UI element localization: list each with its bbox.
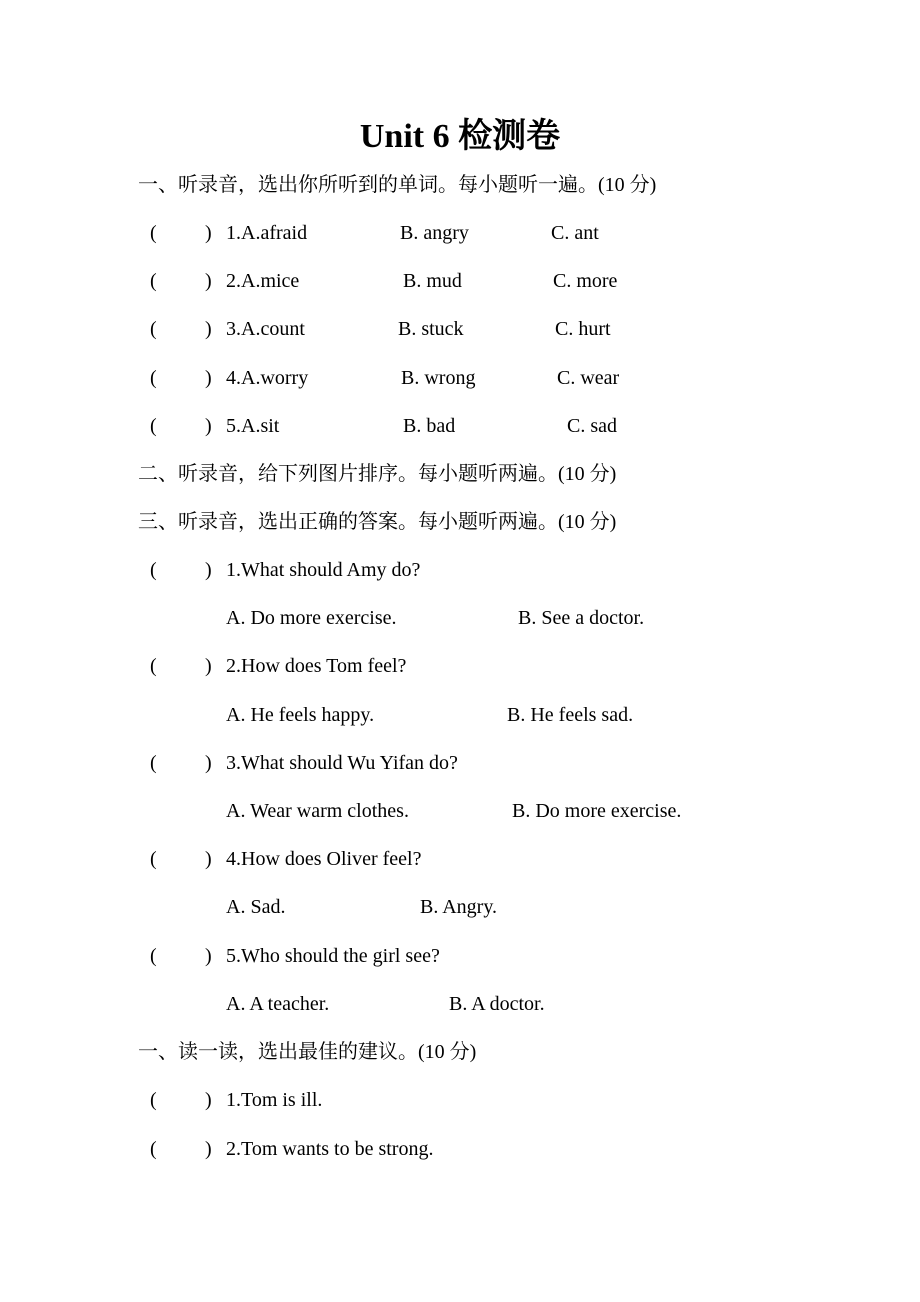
question-text: 1.What should Amy do? bbox=[226, 559, 421, 581]
answer-bracket-open[interactable]: ( bbox=[150, 559, 157, 581]
section-4-heading: 一、读一读，选出最佳的建议。(10 分) bbox=[138, 1041, 477, 1063]
answer-bracket-open[interactable]: ( bbox=[150, 270, 157, 292]
option-c: C. hurt bbox=[555, 318, 611, 340]
answer-bracket-close: ) bbox=[205, 848, 212, 870]
option-c: C. sad bbox=[567, 415, 617, 437]
answer-bracket-close: ) bbox=[205, 367, 212, 389]
question-text: 2.How does Tom feel? bbox=[226, 655, 407, 677]
answer-bracket-open[interactable]: ( bbox=[150, 945, 157, 967]
answer-bracket-close: ) bbox=[205, 945, 212, 967]
option-b: B. stuck bbox=[398, 318, 464, 340]
question-text: 1.Tom is ill. bbox=[226, 1089, 323, 1111]
option-a: 3.A.count bbox=[226, 318, 305, 340]
answer-bracket-open[interactable]: ( bbox=[150, 318, 157, 340]
answer-bracket-open[interactable]: ( bbox=[150, 367, 157, 389]
answer-bracket-open[interactable]: ( bbox=[150, 222, 157, 244]
answer-bracket-open[interactable]: ( bbox=[150, 1138, 157, 1160]
option-b: B. A doctor. bbox=[449, 993, 545, 1015]
option-b: B. wrong bbox=[401, 367, 476, 389]
question-text: 2.Tom wants to be strong. bbox=[226, 1138, 434, 1160]
answer-bracket-close: ) bbox=[205, 318, 212, 340]
answer-bracket-close: ) bbox=[205, 752, 212, 774]
question-text: 5.Who should the girl see? bbox=[226, 945, 440, 967]
option-a: 1.A.afraid bbox=[226, 222, 308, 244]
page-title: Unit 6 检测卷 bbox=[359, 118, 561, 155]
option-a: 2.A.mice bbox=[226, 270, 300, 292]
option-c: C. wear bbox=[557, 367, 620, 389]
answer-bracket-close: ) bbox=[205, 415, 212, 437]
question-text: 3.What should Wu Yifan do? bbox=[226, 752, 458, 774]
option-b: B. See a doctor. bbox=[518, 607, 645, 629]
answer-bracket-close: ) bbox=[205, 1089, 212, 1111]
option-a: A. A teacher. bbox=[226, 993, 330, 1015]
answer-bracket-close: ) bbox=[205, 222, 212, 244]
option-b: B. Do more exercise. bbox=[512, 800, 682, 822]
answer-bracket-close: ) bbox=[205, 559, 212, 581]
answer-bracket-open[interactable]: ( bbox=[150, 752, 157, 774]
section-1-heading: 一、听录音，选出你所听到的单词。每小题听一遍。(10 分) bbox=[138, 174, 657, 196]
option-a: A. Sad. bbox=[226, 896, 286, 918]
option-b: B. Angry. bbox=[420, 896, 498, 918]
answer-bracket-close: ) bbox=[205, 270, 212, 292]
option-a: A. Do more exercise. bbox=[226, 607, 397, 629]
option-b: B. He feels sad. bbox=[507, 704, 634, 726]
answer-bracket-close: ) bbox=[205, 1138, 212, 1160]
answer-bracket-open[interactable]: ( bbox=[150, 415, 157, 437]
answer-bracket-open[interactable]: ( bbox=[150, 1089, 157, 1111]
question-text: 4.How does Oliver feel? bbox=[226, 848, 422, 870]
option-b: B. angry bbox=[400, 222, 469, 244]
section-3-heading: 三、听录音，选出正确的答案。每小题听两遍。(10 分) bbox=[138, 511, 617, 533]
option-a: 5.A.sit bbox=[226, 415, 280, 437]
answer-bracket-open[interactable]: ( bbox=[150, 655, 157, 677]
option-a: A. He feels happy. bbox=[226, 704, 375, 726]
section-2-heading: 二、听录音，给下列图片排序。每小题听两遍。(10 分) bbox=[138, 463, 617, 485]
answer-bracket-open[interactable]: ( bbox=[150, 848, 157, 870]
answer-bracket-close: ) bbox=[205, 655, 212, 677]
option-c: C. ant bbox=[551, 222, 599, 244]
option-a: A. Wear warm clothes. bbox=[226, 800, 409, 822]
option-a: 4.A.worry bbox=[226, 367, 309, 389]
option-c: C. more bbox=[553, 270, 618, 292]
option-b: B. bad bbox=[403, 415, 456, 437]
option-b: B. mud bbox=[403, 270, 462, 292]
